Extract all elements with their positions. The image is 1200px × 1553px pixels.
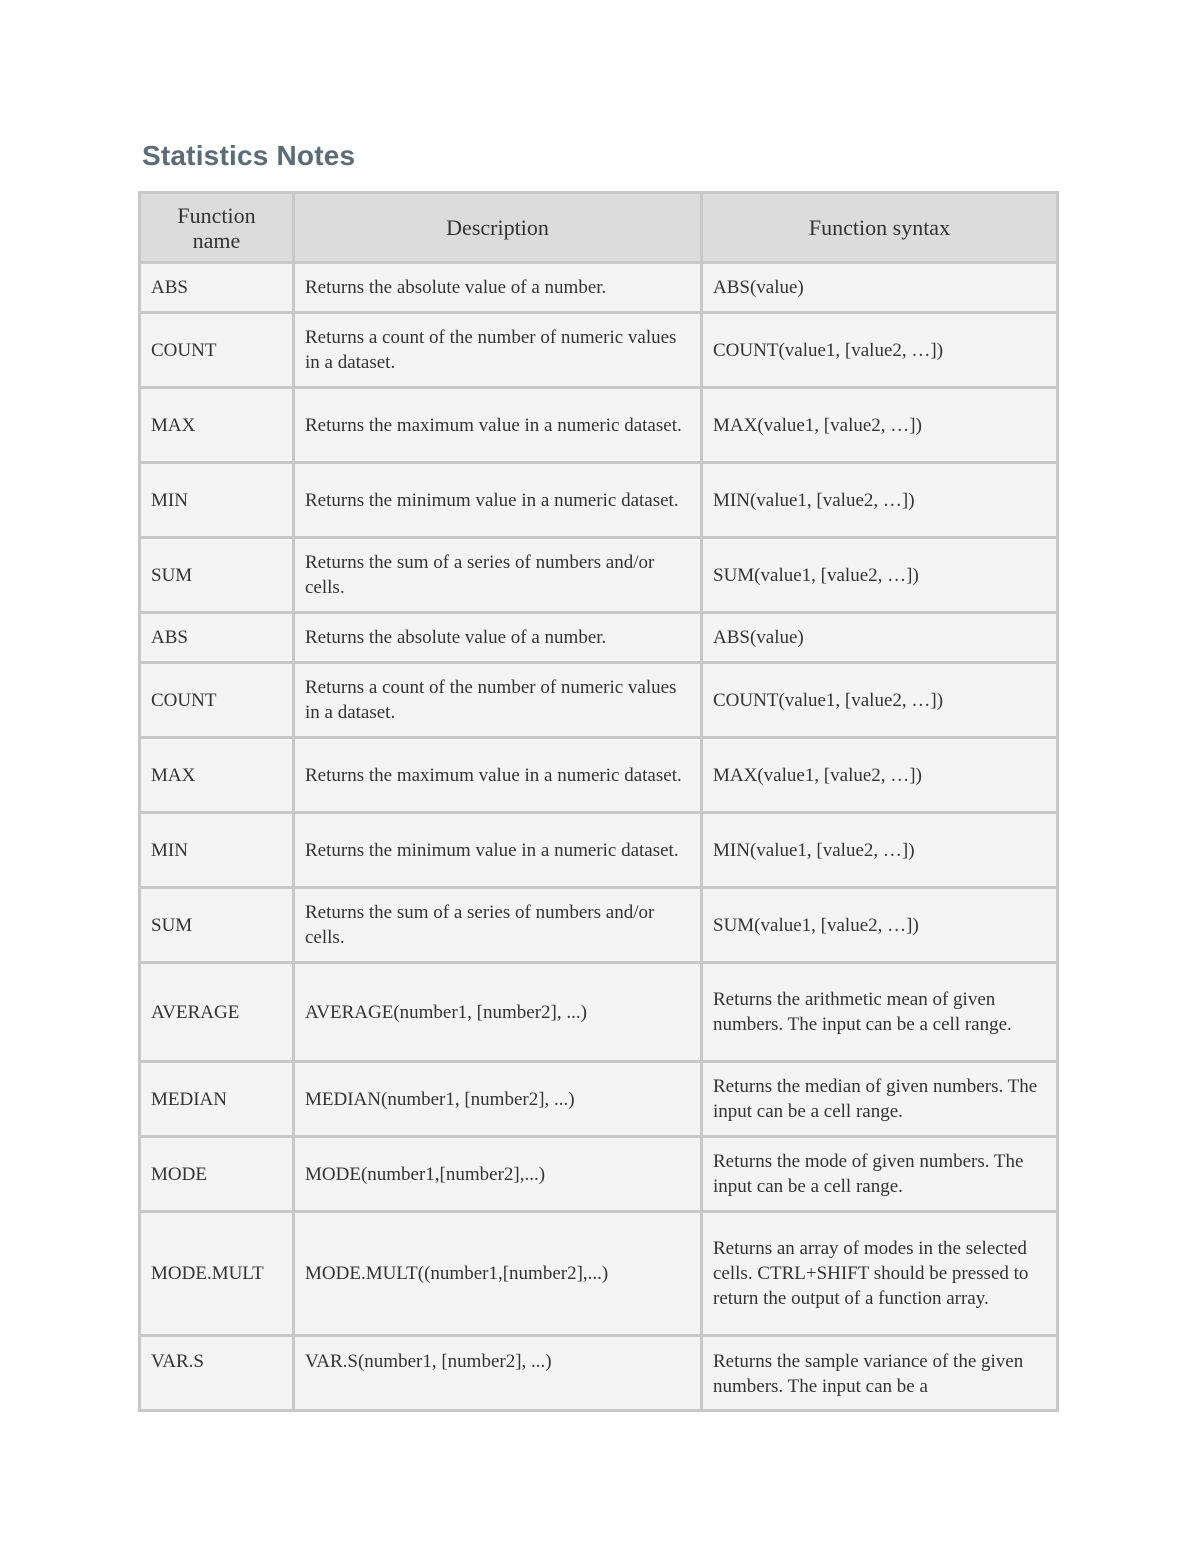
- description-cell: AVERAGE(number1, [number2], ...): [294, 963, 702, 1062]
- syntax-cell: MAX(value1, [value2, …]): [702, 738, 1058, 813]
- description-cell: Returns the minimum value in a numeric dataset.: [294, 463, 702, 538]
- table-row: [140, 613, 1058, 663]
- header-function-name: Function name: [140, 193, 294, 263]
- table-row: [140, 1212, 1058, 1336]
- function-name-cell: MAX: [140, 388, 294, 463]
- table-row: [140, 1336, 1058, 1411]
- syntax-cell-text: Returns the sample variance of the given numbers. The input can be a: [713, 1351, 1024, 1397]
- page-title: Statistics Notes: [142, 140, 356, 171]
- function-name-cell: ABS: [140, 263, 294, 313]
- syntax-cell: MIN(value1, [value2, …]): [702, 813, 1058, 888]
- statistics-functions-table: [138, 191, 1059, 1412]
- table-row: [140, 538, 1058, 613]
- syntax-cell: [702, 1336, 1058, 1411]
- description-cell: Returns the maximum value in a numeric dataset.: [294, 388, 702, 463]
- description-cell: Returns the maximum value in a numeric dataset.: [294, 738, 702, 813]
- function-name-cell: COUNT: [140, 663, 294, 738]
- description-cell: Returns the minimum value in a numeric dataset.: [294, 813, 702, 888]
- description-cell: VAR.S(number1, [number2], ...): [294, 1336, 702, 1411]
- table-row: [140, 313, 1058, 388]
- table-row: [140, 1137, 1058, 1212]
- function-name-cell: SUM: [140, 888, 294, 963]
- description-cell: Returns the sum of a series of numbers and/or cells.: [294, 538, 702, 613]
- function-name-cell: MAX: [140, 738, 294, 813]
- table-row: [140, 463, 1058, 538]
- function-name-cell: SUM: [140, 538, 294, 613]
- syntax-cell: ABS(value): [702, 613, 1058, 663]
- table-row: [140, 663, 1058, 738]
- table-row: [140, 1062, 1058, 1137]
- header-function-syntax: Function syntax: [702, 193, 1058, 263]
- syntax-cell: Returns the mode of given numbers. The input can be a cell range.: [702, 1137, 1058, 1212]
- description-cell: Returns the sum of a series of numbers and/or cells.: [294, 888, 702, 963]
- description-cell: Returns a count of the number of numeric values in a dataset.: [294, 313, 702, 388]
- syntax-cell: SUM(value1, [value2, …]): [702, 538, 1058, 613]
- function-name-cell: MODE.MULT: [140, 1212, 294, 1336]
- function-name-cell: MEDIAN: [140, 1062, 294, 1137]
- syntax-cell: COUNT(value1, [value2, …]): [702, 313, 1058, 388]
- syntax-cell: MAX(value1, [value2, …]): [702, 388, 1058, 463]
- function-name-cell: MIN: [140, 463, 294, 538]
- syntax-cell: MIN(value1, [value2, …]): [702, 463, 1058, 538]
- function-name-cell: VAR.S: [140, 1336, 294, 1411]
- description-cell: Returns a count of the number of numeric values in a dataset.: [294, 663, 702, 738]
- function-name-cell: MODE: [140, 1137, 294, 1212]
- description-cell: Returns the absolute value of a number.: [294, 263, 702, 313]
- description-cell: MODE(number1,[number2],...): [294, 1137, 702, 1212]
- function-name-cell: ABS: [140, 613, 294, 663]
- description-cell: MEDIAN(number1, [number2], ...): [294, 1062, 702, 1137]
- function-name-cell: MIN: [140, 813, 294, 888]
- table-row: [140, 388, 1058, 463]
- syntax-cell: SUM(value1, [value2, …]): [702, 888, 1058, 963]
- syntax-cell: Returns the arithmetic mean of given numbers. The input can be a cell range.: [702, 963, 1058, 1062]
- syntax-cell: Returns the median of given numbers. The input can be a cell range.: [702, 1062, 1058, 1137]
- function-name-cell: AVERAGE: [140, 963, 294, 1062]
- table-row: [140, 738, 1058, 813]
- table-row: [140, 963, 1058, 1062]
- table-row: [140, 263, 1058, 313]
- function-name-cell: COUNT: [140, 313, 294, 388]
- table-row: [140, 813, 1058, 888]
- header-description: Description: [294, 193, 702, 263]
- table-header-row: [140, 193, 1058, 263]
- table-row: [140, 888, 1058, 963]
- description-cell: MODE.MULT((number1,[number2],...): [294, 1212, 702, 1336]
- syntax-cell: COUNT(value1, [value2, …]): [702, 663, 1058, 738]
- description-cell: Returns the absolute value of a number.: [294, 613, 702, 663]
- syntax-cell: ABS(value): [702, 263, 1058, 313]
- syntax-cell: Returns an array of modes in the selected cells. CTRL+SHIFT should be pressed to return the output of a function array.: [702, 1212, 1058, 1336]
